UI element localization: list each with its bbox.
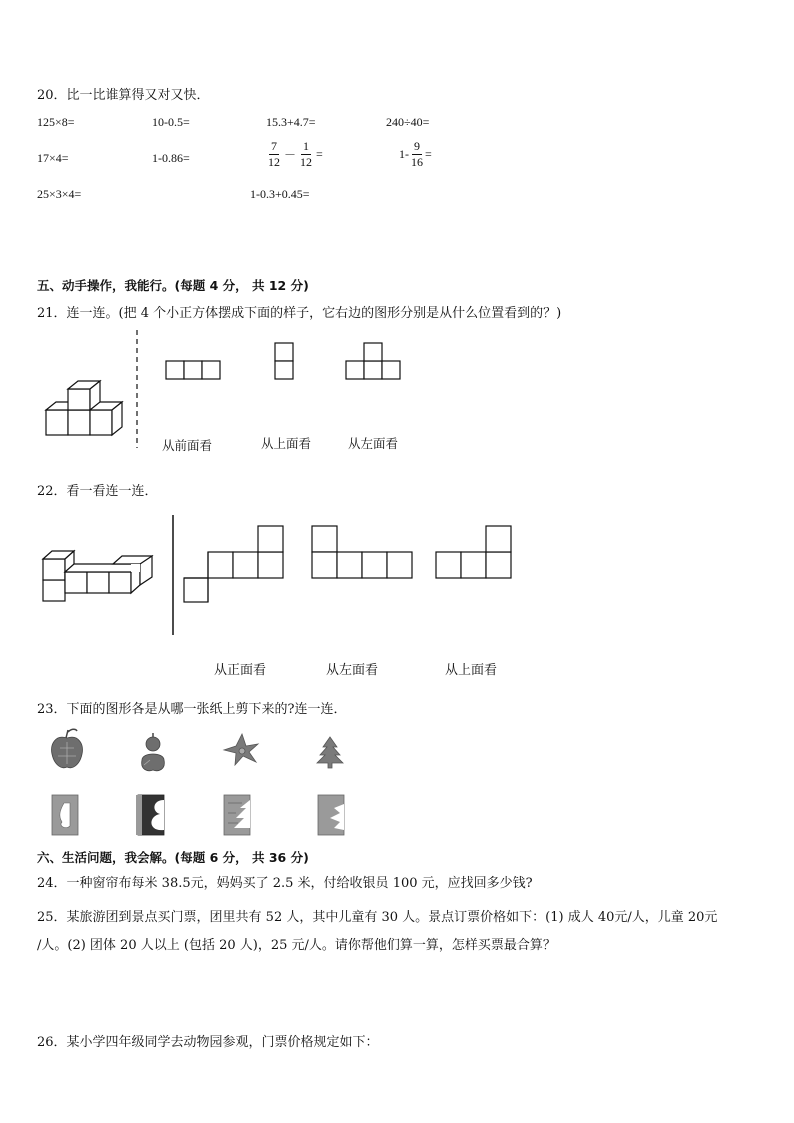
q24-text: 24．一种窗帘布每米 38.5元，妈妈买了 2.5 米，付给收银员 100 元，应找回多少钱? xyxy=(37,876,533,891)
expr-1: 125×8= xyxy=(37,115,75,129)
q22-label-top: 从上面看 xyxy=(445,663,498,678)
q22-label-front: 从正面看 xyxy=(214,663,267,678)
q20-title: 20．比一比谁算得又对又快． xyxy=(37,88,210,103)
denominator: 12 xyxy=(300,155,313,169)
expr-5: 17×4= xyxy=(37,151,69,165)
section-6-title: 六、生活问题，我会解。(每题 6 分， 共 36 分) xyxy=(37,850,309,865)
numerator: 7 xyxy=(271,139,277,153)
numerator: 1 xyxy=(303,139,310,153)
minuend: 1- xyxy=(399,147,409,161)
gourd-cutout-icon xyxy=(142,733,165,771)
apple-cutout-icon xyxy=(52,729,83,768)
paper-half-tree-icon xyxy=(224,795,250,835)
paper-half-flower-icon xyxy=(318,795,344,835)
q25-line-1: 25．某旅游团到景点买门票，团里共有 52 人，其中儿童有 30 人。景点订票价格如下：(1) 成人 40元/人，儿童 20元 xyxy=(37,910,718,925)
minus-sign: － xyxy=(284,148,297,162)
q21-label-top: 从上面看 xyxy=(261,436,312,451)
expr-4: 240÷40= xyxy=(386,115,430,129)
expr-8: 1-0.3+0.45= xyxy=(250,187,310,201)
tree-cutout-icon xyxy=(317,737,343,768)
flower-cutout-icon xyxy=(224,734,258,765)
equals-sign: = xyxy=(316,147,323,161)
q23-title: 23．下面的图形各是从哪一张纸上剪下来的?连一连． xyxy=(37,702,347,717)
q22-label-left: 从左面看 xyxy=(326,663,379,678)
q21-title: 21．连一连。(把 4 个小正方体摆成下面的样子，它右边的图形分别是从什么位置看到的？) xyxy=(37,306,562,321)
expr-7: 25×3×4= xyxy=(37,187,82,201)
q21-label-front: 从前面看 xyxy=(162,438,213,453)
q26-text: 26．某小学四年级同学去动物园参观，门票价格规定如下： xyxy=(37,1035,379,1050)
denominator: 16 xyxy=(411,155,423,169)
numerator: 9 xyxy=(414,139,420,153)
paper-half-apple-icon xyxy=(52,795,78,835)
q21-label-left: 从左面看 xyxy=(348,436,399,451)
paper-half-gourd-icon xyxy=(136,795,164,835)
expr-2: 10-0.5= xyxy=(152,115,190,129)
q22-title: 22．看一看连一连． xyxy=(37,484,158,499)
section-5-title: 五、动手操作，我能行。(每题 4 分， 共 12 分) xyxy=(37,278,309,293)
q25-line-2: /人。(2) 团体 20 人以上 (包括 20 人)，25 元/人。请你帮他们算一算，怎样买票最合算？ xyxy=(37,938,556,953)
expr-6: 1-0.86= xyxy=(152,151,190,165)
equals-sign: = xyxy=(425,147,432,161)
expr-3: 15.3+4.7= xyxy=(266,115,316,129)
denominator: 12 xyxy=(268,155,280,169)
